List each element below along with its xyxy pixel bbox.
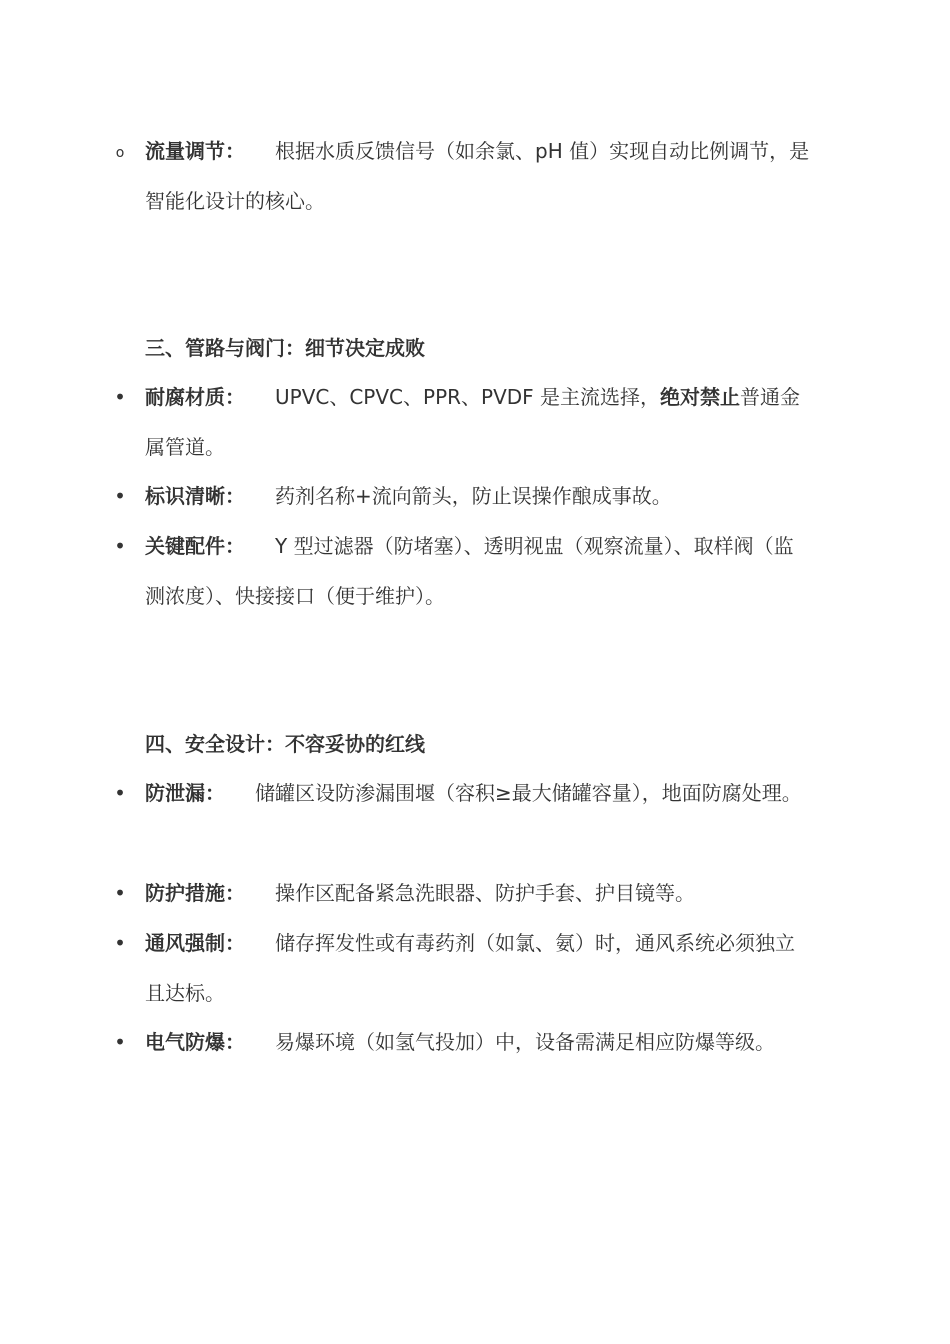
item-label: 防泄漏： [145, 781, 225, 805]
list-item-ventilation [114, 918, 810, 1018]
item-text: 储存挥发性或有毒药剂（如氯、氨）时，通风系统必须独立且达标。 [145, 931, 795, 1005]
item-label: 电气防爆： [145, 1030, 245, 1054]
item-label: 流量调节： [145, 139, 245, 163]
list-item-leak-prevention [114, 768, 810, 818]
list-item-flow-regulation [115, 126, 810, 226]
item-label: 防护措施： [145, 881, 245, 905]
section-heading-safety-design: 四、安全设计：不容妥协的红线 [145, 732, 425, 756]
list-item-key-fittings [114, 521, 810, 621]
item-label: 耐腐材质： [145, 385, 245, 409]
item-text-continued: 普通金属管道。 [145, 385, 801, 459]
item-text: 操作区配备紧急洗眼器、防护手套、护目镜等。 [275, 881, 695, 905]
item-text: 储罐区设防渗漏围堰（容积≥最大储罐容量），地面防腐处理。 [255, 781, 802, 805]
bullet-icon: • [114, 385, 126, 409]
circle-bullet-icon: o [115, 145, 125, 161]
item-text: 根据水质反馈信号（如余氯、pH 值）实现自动比例调节，是智能化设计的核心。 [145, 139, 810, 213]
bullet-icon: • [114, 1030, 126, 1054]
item-label: 通风强制： [145, 931, 245, 955]
list-item-explosion-proof [114, 1017, 810, 1067]
item-label: 关键配件： [145, 534, 245, 558]
item-label: 标识清晰： [145, 484, 245, 508]
bullet-icon: • [114, 781, 126, 805]
list-item-corrosion-material [114, 372, 810, 472]
item-text: 易爆环境（如氢气投加）中，设备需满足相应防爆等级。 [275, 1030, 775, 1054]
item-text: Y 型过滤器（防堵塞）、透明视盅（观察流量）、取样阀（监测浓度）、快接接口（便于维护）。 [145, 534, 794, 608]
bullet-icon: • [114, 484, 126, 508]
section-heading-pipes-valves: 三、管路与阀门：细节决定成败 [145, 336, 425, 360]
item-text: UPVC、CPVC、PPR、PVDF 是主流选择， [275, 385, 661, 409]
list-item-clear-marking [114, 471, 810, 521]
item-text: 药剂名称+流向箭头，防止误操作酿成事故。 [275, 484, 672, 508]
bullet-icon: • [114, 881, 126, 905]
item-emphasis: 绝对禁止 [660, 385, 741, 409]
list-item-protection [114, 868, 810, 918]
bullet-icon: • [114, 931, 126, 955]
bullet-icon: • [114, 534, 126, 558]
